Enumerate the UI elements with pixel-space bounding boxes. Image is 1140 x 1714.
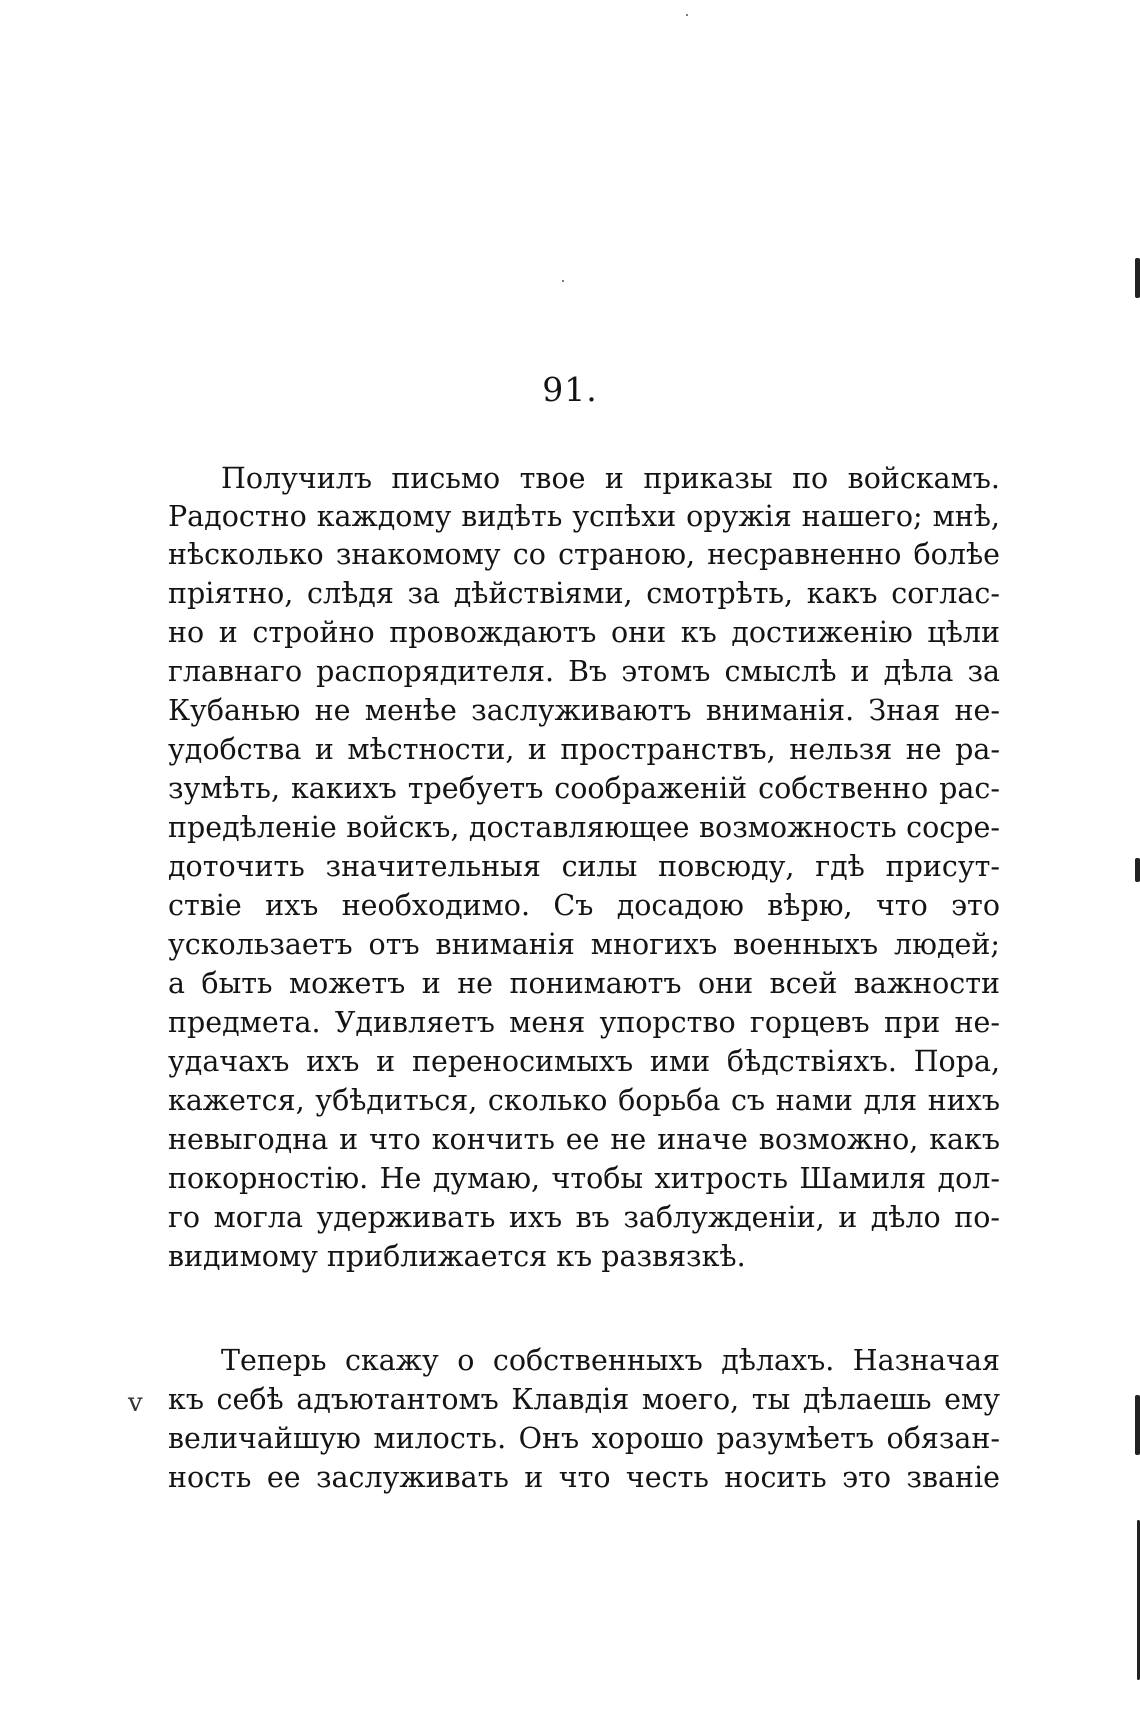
text-line: предмета. Удивляетъ меня упорство горцевъ при не- — [168, 1006, 1000, 1039]
page-edge-mark — [1135, 858, 1140, 882]
page-edge-mark — [1135, 1395, 1140, 1455]
text-line: предѣленіе войскъ, доставляющее возможность сосре- — [168, 811, 1000, 844]
text-line: пріятно, слѣдя за дѣйствіями, смотрѣть, какъ соглас- — [168, 577, 1000, 610]
text-line: го могла удерживать ихъ въ заблужденіи, и дѣло по- — [168, 1201, 1000, 1234]
text-line: доточить значительныя силы повсюду, гдѣ присут- — [168, 850, 1000, 883]
text-line: величайшую милость. Онъ хорошо разумѣетъ обязан- — [168, 1422, 1000, 1455]
text-line: удобства и мѣстности, и пространствъ, нельзя не ра- — [168, 733, 1000, 766]
text-line: ствіе ихъ необходимо. Съ досадою вѣрю, что это — [168, 889, 1000, 922]
text-line: ускользаетъ отъ вниманія многихъ военныхъ людей; — [168, 928, 1000, 961]
text-line: видимому приближается къ развязкѣ. — [168, 1240, 746, 1273]
text-line: нѣсколько знакомому со страною, несравненно болѣе — [168, 538, 1000, 571]
page-number: 91. — [542, 370, 598, 409]
text-line: Получилъ письмо твое и приказы по войскамъ. — [221, 462, 1000, 495]
text-line: зумѣть, какихъ требуетъ соображеній собственно рас- — [168, 772, 1000, 805]
margin-check-mark: v — [128, 1388, 143, 1418]
text-line: удачахъ ихъ и переносимыхъ ими бѣдствіяхъ. Пора, — [168, 1045, 1000, 1078]
text-line: главнаго распорядителя. Въ этомъ смыслѣ и дѣла за — [168, 655, 1000, 688]
text-line: ность ее заслуживать и что честь носить это званіе — [168, 1461, 1000, 1494]
text-line: невыгодна и что кончить ее не иначе возможно, какъ — [168, 1123, 1000, 1156]
text-line: Радостно каждому видѣть успѣхи оружія нашего; мнѣ, — [168, 500, 1000, 533]
text-line: покорностію. Не думаю, чтобы хитрость Шамиля дол- — [168, 1162, 1000, 1195]
text-line: кажется, убѣдиться, сколько борьба съ нами для нихъ — [168, 1084, 1000, 1117]
text-line: а быть можетъ и не понимаютъ они всей важности — [168, 967, 1000, 1000]
scan-speck — [562, 280, 564, 282]
text-line: къ себѣ адъютантомъ Клавдія моего, ты дѣлаешь ему — [168, 1383, 1000, 1416]
text-line: но и стройно провождаютъ они къ достиженію цѣли — [168, 616, 1000, 649]
page-edge-mark — [1135, 258, 1140, 298]
text-line: Теперь скажу о собственныхъ дѣлахъ. Назначая — [221, 1344, 1000, 1377]
scan-speck — [686, 14, 688, 16]
text-line: Кубанью не менѣе заслуживаютъ вниманія. Зная не- — [168, 694, 1000, 727]
